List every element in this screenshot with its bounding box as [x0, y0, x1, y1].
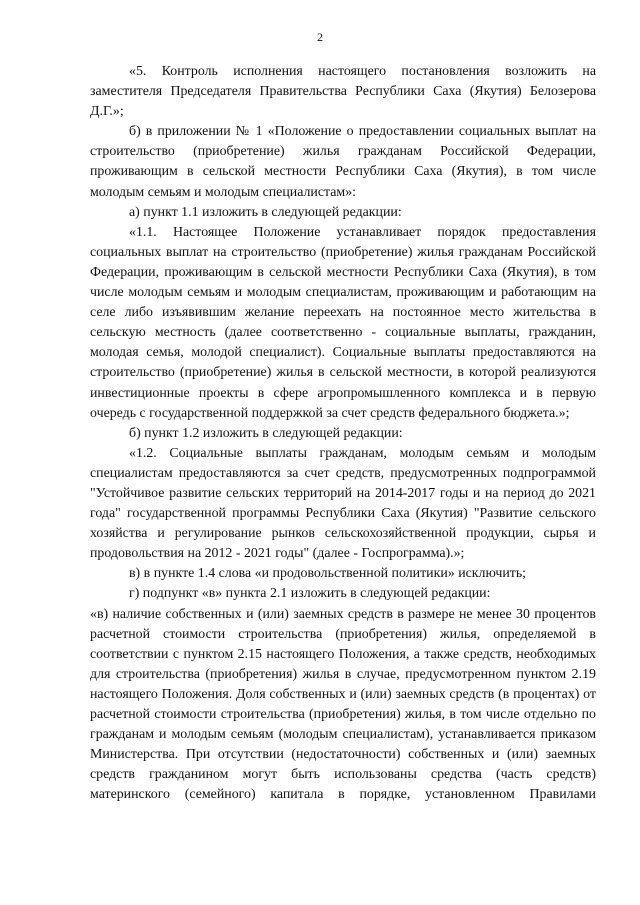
paragraph-clause-1-4-amendment: в) в пункте 1.4 слова «и продовольственной политики» исключить; [129, 566, 527, 582]
paragraph-clause-1-1-text: «1.1. Настоящее Положение устанавливает порядок предоставления социальных выплат на строительство (приобретение) жилья гражданам Российской Федерации, проживающим в сельской местности Республики Саха (Якутия), в том числе молодым семьям и молодым специалистам, проживающим и работающим на селе либо изъявившим желание переехать на постоянное место жительства в сельскую местность (далее соответственно - социальные выплаты, гражданин, молодая семья, молодой специалист). Социальные выплаты предоставляются на строительство (приобретение) жилья в сельской местности, в которой реализуются инвестиционные проекты в сфере агропромышленного комплекса и в первую очередь с государственной поддержкой за счет средств федерального бюджета.»; [90, 224, 596, 421]
paragraph-subclause-2-1-heading: г) подпункт «в» пункта 2.1 изложить в следующей редакции: [129, 586, 491, 602]
paragraph-clause-1-2-text: «1.2. Социальные выплаты гражданам, молодым семьям и молодым специалистам предоставляются за счет средств, предусмотренных подпрограммой "Устойчивое развитие сельских территорий на 2014-2017 годы и на период до 2021 года" государственной программы Республики Саха (Якутия) "Развитие сельского хозяйства и регулирование рынков сельскохозяйственной продукции, сырья и продовольствия на 2012 - 2021 годы" (далее - Госпрограмма).»; [90, 445, 596, 562]
paragraph-item-5-control: «5. Контроль исполнения настоящего постановления возложить на заместителя Председателя Правительства Республики Саха (Якутия) Белозерова Д.Г.»; [90, 64, 596, 120]
paragraph-appendix-1-intro: б) в приложении № 1 «Положение о предоставлении социальных выплат на строительство (приобретение) жилья гражданам Российской Федерации, проживающим в сельской местности Республики Саха (Якутия), в том числе молодым семьям и молодым специалистам»: [90, 124, 596, 200]
document-body [90, 62, 596, 805]
page-number: 2 [317, 30, 323, 44]
paragraph-clause-1-1-heading: а) пункт 1.1 изложить в следующей редакции: [129, 204, 402, 220]
paragraph-clause-1-2-heading: б) пункт 1.2 изложить в следующей редакции: [129, 425, 403, 441]
paragraph-subclause-2-1-text: «в) наличие собственных и (или) заемных средств в размере не менее 30 процентов расчетной стоимости строительства (приобретения) жилья, определяемой в соответствии с пунктом 2.15 настоящего Положения, а также средств, необходимых для строительства (приобретения) жилья в случае, предусмотренном пунктом 2.19 настоящего Положения. Доля собственных и (или) заемных средств (в процентах) от расчетной стоимости строительства (приобретения) жилья, в том числе отдельно по гражданам и молодым семьям (молодым специалистам), устанавливается приказом Министерства. При отсутствии (недостаточности) собственных и (или) заемных средств гражданином могут быть использованы средства (часть средств) материнского (семейного) капитала в порядке, установленном Правилами [90, 606, 596, 803]
